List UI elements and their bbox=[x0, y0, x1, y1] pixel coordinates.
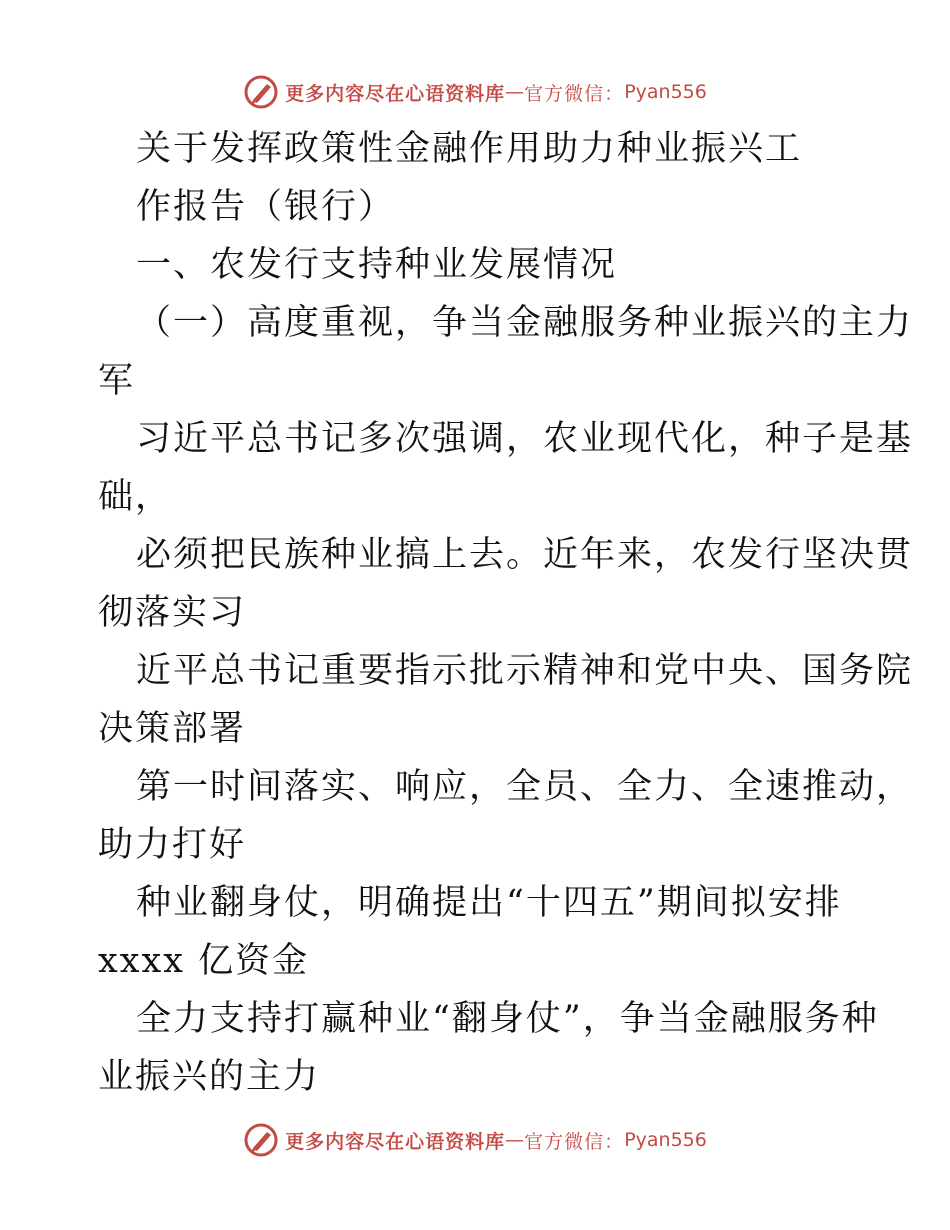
subsection-heading: （一）高度重视，争当金融服务种业振兴的主力 bbox=[136, 303, 914, 343]
watermark-wechat-label: 官方微信： bbox=[524, 1130, 625, 1153]
watermark-brand: 更多内容尽在心语资料库 bbox=[285, 1130, 506, 1153]
paragraph-line: 础， bbox=[98, 477, 173, 517]
paragraph-line: 全力支持打赢种业“翻身仗”，争当金融服务种 bbox=[136, 999, 879, 1039]
section-heading: 一、农发行支持种业发展情况 bbox=[136, 245, 618, 285]
watermark-footer bbox=[0, 1120, 950, 1160]
watermark-separator: — bbox=[505, 1129, 525, 1151]
paragraph-line: 第一时间落实、响应，全员、全力、全速推动， bbox=[136, 767, 914, 807]
doc-title-line-1: 关于发挥政策性金融作用助力种业振兴工 bbox=[136, 129, 803, 169]
watermark-wechat-id: Pyan556 bbox=[624, 81, 707, 103]
paragraph-line: 近平总书记重要指示批示精神和党中央、国务院 bbox=[136, 651, 914, 691]
paragraph-line: 种业翻身仗，明确提出“十四五”期间拟安排 bbox=[136, 883, 842, 923]
subsection-heading-cont: 军 bbox=[98, 361, 136, 401]
paragraph-line: 习近平总书记多次强调，农业现代化，种子是基 bbox=[136, 419, 914, 459]
pen-logo-icon bbox=[243, 1122, 279, 1158]
watermark-wechat-id: Pyan556 bbox=[624, 1129, 707, 1151]
paragraph-line: 助力打好 bbox=[98, 825, 247, 865]
doc-title-line-2: 作报告（银行） bbox=[136, 187, 396, 227]
paragraph-line: 彻落实习 bbox=[98, 593, 247, 633]
document-body bbox=[98, 120, 914, 1106]
paragraph-line: 决策部署 bbox=[98, 709, 247, 749]
watermark-brand: 更多内容尽在心语资料库 bbox=[285, 82, 506, 105]
watermark-wechat-label: 官方微信： bbox=[524, 82, 625, 105]
watermark-separator: — bbox=[505, 81, 525, 103]
paragraph-line: xxxx 亿资金 bbox=[98, 941, 310, 981]
watermark-header bbox=[0, 72, 950, 112]
paragraph-line: 业振兴的主力 bbox=[98, 1057, 321, 1097]
paragraph-line: 必须把民族种业搞上去。近年来，农发行坚决贯 bbox=[136, 535, 914, 575]
pen-logo-icon bbox=[243, 74, 279, 110]
